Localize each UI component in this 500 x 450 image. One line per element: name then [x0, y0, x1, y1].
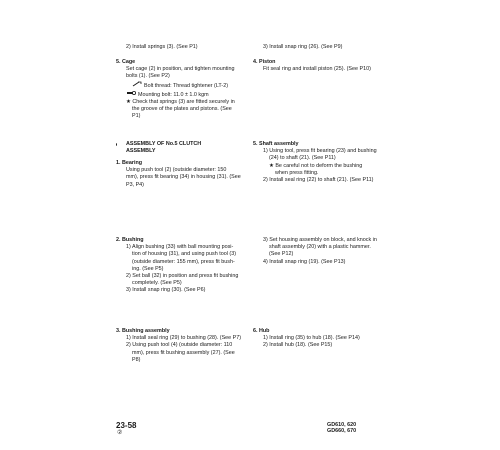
instruction-line [253, 244, 385, 251]
line-text: (See P12) [269, 251, 294, 258]
instruction-line [116, 287, 268, 294]
instruction-line [116, 244, 268, 251]
line-text: 2) Install hub (18). (See P15) [263, 342, 333, 349]
line-text: 1) Install ring (35) to hub (18). (See P14) [263, 335, 360, 342]
instruction-line [116, 335, 268, 342]
section-heading [116, 141, 268, 148]
line-text: 3. Bushing assembly [116, 328, 170, 334]
section-heading [253, 141, 385, 148]
section-heading [116, 160, 268, 167]
line-text: 6. Hub [253, 328, 270, 334]
instruction-line [116, 113, 268, 120]
instruction-line [116, 259, 268, 266]
right-block-r5 [253, 328, 385, 350]
instruction-line [116, 357, 268, 364]
line-text: the groove of the plates and pistons. (See [132, 106, 232, 113]
line-text: ing. (See P5) [132, 265, 164, 272]
instruction-line [116, 81, 268, 90]
instruction-line [116, 350, 268, 357]
line-text: 2) Set ball (32) in position and press fit bushing [126, 273, 239, 280]
left-block-l4 [116, 160, 268, 189]
bullet-icon [116, 143, 117, 146]
line-text: P3, P4) [126, 181, 144, 188]
instruction-line [116, 90, 268, 99]
line-text: completely. (See P5) [132, 280, 182, 287]
line-text: ASSEMBLY OF No.5 CLUTCH [126, 141, 202, 147]
line-text: Bolt thread: Thread tightener (LT-2) [144, 82, 228, 89]
instruction-line [253, 66, 385, 73]
instruction-line [116, 273, 268, 280]
instruction-line [253, 177, 385, 184]
instruction-line [116, 280, 268, 287]
line-text: 2) Install seal ring (22) to shaft (21). (See P11) [263, 177, 374, 184]
line-text: Set cage (2) in position, and tighten mounting [126, 66, 235, 73]
instruction-line [253, 251, 385, 258]
instruction-line [253, 163, 385, 170]
right-block-r1 [253, 44, 385, 51]
instruction-line [253, 237, 385, 244]
instruction-line [116, 99, 268, 106]
instruction-line [116, 66, 268, 73]
line-text: ★ Be careful not to deform the bushing [269, 162, 363, 169]
section-heading [116, 237, 268, 244]
instruction-line [116, 251, 268, 258]
line-text: mm), press fit bushing assembly (27). (See [132, 349, 235, 356]
page-mark: ② [117, 430, 123, 436]
instruction-line [253, 259, 385, 266]
left-block-l2 [116, 59, 268, 121]
instruction-line [253, 44, 385, 51]
line-text: 1) Align bushing (33) with ball mounting posi- [126, 244, 234, 251]
left-block-l3 [116, 141, 268, 155]
line-text: 1) Install seal ring (29) to bushing (28). (See P7) [126, 335, 242, 342]
instruction-line [253, 342, 385, 349]
instruction-line [116, 266, 268, 273]
right-block-r3 [253, 141, 385, 184]
section-heading [253, 59, 385, 66]
line-text: mm), press fit bearing (34) in housing (31). (See [126, 174, 241, 181]
torque-wrench-icon [126, 90, 136, 99]
line-text: bolts (1). (See P2) [126, 73, 170, 80]
model-line-2: GD660, 670 [327, 428, 357, 435]
line-text: 5. Cage [116, 59, 136, 65]
section-heading [116, 59, 268, 66]
line-text: 4) Install snap ring (19). (See P13) [263, 258, 346, 265]
line-text: Using push tool (2) (outside diameter: 150 [126, 167, 227, 174]
instruction-line [116, 44, 268, 51]
line-text: 4. Piston [253, 59, 276, 65]
model-numbers [327, 422, 356, 435]
instruction-line [253, 170, 385, 177]
line-text: 5. Shaft assembly [253, 141, 299, 147]
line-text: 1. Bearing [116, 160, 143, 166]
line-text: 2. Bushing [116, 237, 144, 243]
instruction-line [116, 167, 268, 174]
line-text: 3) Install snap ring (30). (See P6) [126, 287, 206, 294]
page-number: 23-58 [116, 421, 137, 430]
right-block-r2 [253, 59, 385, 73]
instruction-line [253, 155, 385, 162]
line-text: 3) Set housing assembly on block, and knock in [263, 237, 377, 243]
instruction-line [116, 182, 268, 189]
instruction-line [116, 73, 268, 80]
instruction-line [116, 342, 268, 349]
left-block-l6 [116, 328, 268, 364]
right-block-r4 [253, 237, 385, 266]
line-text: 2) Using push tool (4) (outside diameter: 110 [126, 342, 233, 349]
line-text: shaft assembly (20) with a plastic hammer. [269, 244, 371, 251]
section-heading [116, 148, 268, 155]
line-text: (24) to shaft (21). (See P11) [269, 155, 336, 162]
line-text: 2) Install springs (3). (See P1) [126, 44, 198, 50]
left-block-l5 [116, 237, 268, 295]
instruction-line [116, 174, 268, 181]
line-text: when press fitting. [275, 169, 319, 176]
line-text: Mounting bolt: 11.0 ± 1.0 kgm [138, 91, 209, 98]
section-heading [116, 328, 268, 335]
line-text: ★ Check that springs (3) are fitted securely in [126, 99, 235, 106]
line-text: P1) [132, 113, 141, 120]
instruction-line [116, 106, 268, 113]
left-block-l1 [116, 44, 268, 51]
thread-tightener-icon [132, 81, 142, 90]
line-text: Fit seal ring and install piston (25). (See P10) [263, 66, 371, 73]
line-text: P8) [132, 356, 141, 363]
instruction-line [253, 148, 385, 155]
line-text: 3) Install snap ring (26). (See P9) [263, 44, 343, 50]
model-line-1: GD610, 620 [327, 422, 357, 428]
section-heading [253, 328, 385, 335]
instruction-line [253, 335, 385, 342]
line-text: 1) Using tool, press fit bearing (23) and bushing [263, 148, 377, 155]
line-text: (outside diameter: 155 mm), press fit bush- [132, 258, 235, 265]
line-text: tion of housing (31), and using push tool (3) [132, 251, 236, 258]
line-text: ASSEMBLY [126, 148, 156, 155]
